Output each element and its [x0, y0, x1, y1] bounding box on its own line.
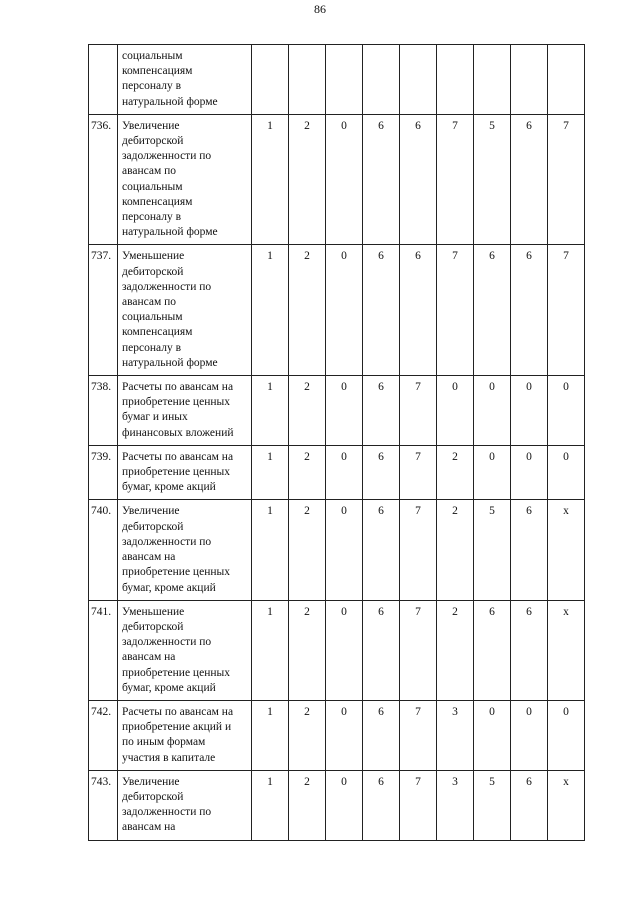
row-description: Расчеты по авансам на приобретение ценных бумаг, кроме акций	[118, 445, 252, 500]
page-number: 86	[314, 2, 326, 16]
code-digit: 0	[326, 114, 363, 245]
code-digit: 0	[474, 376, 511, 446]
row-number: 741.	[89, 600, 118, 700]
code-digit: 7	[400, 770, 437, 840]
code-digit: 2	[289, 700, 326, 770]
code-digit: 5	[474, 114, 511, 245]
code-digit: 7	[548, 114, 585, 245]
row-number: 742.	[89, 700, 118, 770]
code-digit: 0	[511, 700, 548, 770]
row-number: 739.	[89, 445, 118, 500]
code-digit: 0	[511, 376, 548, 446]
code-digit: 2	[289, 376, 326, 446]
code-digit	[511, 45, 548, 115]
code-digit: 0	[474, 445, 511, 500]
code-digit: 0	[548, 445, 585, 500]
code-digit: 6	[474, 600, 511, 700]
code-digit: 3	[437, 700, 474, 770]
code-digit: 7	[400, 500, 437, 600]
table-row	[89, 376, 585, 446]
code-digit: 2	[289, 445, 326, 500]
row-description: социальным компенсациям персоналу в натуральной форме	[118, 45, 252, 115]
table-row	[89, 500, 585, 600]
code-digit: 0	[326, 376, 363, 446]
row-number: 737.	[89, 245, 118, 376]
code-digit: 6	[363, 770, 400, 840]
code-digit: 7	[400, 700, 437, 770]
row-number: 743.	[89, 770, 118, 840]
code-digit: 1	[252, 245, 289, 376]
code-digit: 6	[474, 245, 511, 376]
code-digit: х	[548, 770, 585, 840]
code-digit: 0	[437, 376, 474, 446]
code-digit: 1	[252, 500, 289, 600]
code-digit: 6	[400, 245, 437, 376]
code-digit: 2	[289, 245, 326, 376]
code-digit: 7	[437, 245, 474, 376]
table-row	[89, 600, 585, 700]
code-digit: х	[548, 600, 585, 700]
code-digit: 7	[400, 445, 437, 500]
code-digit: 6	[363, 245, 400, 376]
code-digit	[437, 45, 474, 115]
code-digit: 2	[437, 445, 474, 500]
code-digit: 1	[252, 700, 289, 770]
row-number: 738.	[89, 376, 118, 446]
code-digit: 6	[511, 245, 548, 376]
table-row	[89, 770, 585, 840]
code-digit: 0	[548, 700, 585, 770]
code-digit: 5	[474, 770, 511, 840]
row-description: Увеличение дебиторской задолженности по авансам на приобретение ценных бумаг, кроме акций	[118, 500, 252, 600]
code-digit: 3	[437, 770, 474, 840]
code-digit: 5	[474, 500, 511, 600]
accounts-table	[88, 44, 585, 841]
row-description: Расчеты по авансам на приобретение акций и по иным формам участия в капитале	[118, 700, 252, 770]
code-digit: 6	[511, 500, 548, 600]
code-digit	[326, 45, 363, 115]
code-digit	[548, 45, 585, 115]
table-row	[89, 445, 585, 500]
code-digit: 2	[289, 500, 326, 600]
code-digit: 2	[289, 770, 326, 840]
code-digit: 0	[326, 700, 363, 770]
code-digit: 1	[252, 376, 289, 446]
code-digit: 7	[400, 376, 437, 446]
code-digit	[363, 45, 400, 115]
code-digit: 6	[363, 600, 400, 700]
code-digit: 2	[437, 500, 474, 600]
code-digit: 0	[326, 245, 363, 376]
code-digit: 0	[326, 770, 363, 840]
row-description: Увеличение дебиторской задолженности по авансам на	[118, 770, 252, 840]
code-digit: 1	[252, 445, 289, 500]
code-digit: 2	[437, 600, 474, 700]
code-digit: 0	[326, 600, 363, 700]
code-digit: 0	[326, 445, 363, 500]
row-description: Уменьшение дебиторской задолженности по авансам на приобретение ценных бумаг, кроме акций	[118, 600, 252, 700]
code-digit: 7	[548, 245, 585, 376]
code-digit: 6	[363, 445, 400, 500]
code-digit: 1	[252, 114, 289, 245]
code-digit: 6	[363, 500, 400, 600]
code-digit: 6	[363, 114, 400, 245]
code-digit: 0	[511, 445, 548, 500]
code-digit: 0	[326, 500, 363, 600]
code-digit	[474, 45, 511, 115]
code-digit: 6	[363, 700, 400, 770]
table-row	[89, 114, 585, 245]
code-digit: 7	[400, 600, 437, 700]
code-digit: 6	[511, 770, 548, 840]
row-number: 736.	[89, 114, 118, 245]
code-digit: х	[548, 500, 585, 600]
row-description: Расчеты по авансам на приобретение ценных бумаг и иных финансовых вложений	[118, 376, 252, 446]
code-digit: 6	[363, 376, 400, 446]
code-digit: 7	[437, 114, 474, 245]
row-description: Увеличение дебиторской задолженности по авансам по социальным компенсациям персоналу в натуральной форме	[118, 114, 252, 245]
code-digit	[252, 45, 289, 115]
code-digit: 0	[548, 376, 585, 446]
row-description: Уменьшение дебиторской задолженности по авансам по социальным компенсациям персоналу в натуральной форме	[118, 245, 252, 376]
code-digit: 2	[289, 600, 326, 700]
code-digit	[289, 45, 326, 115]
code-digit: 6	[511, 600, 548, 700]
code-digit: 2	[289, 114, 326, 245]
code-digit	[400, 45, 437, 115]
row-number	[89, 45, 118, 115]
code-digit: 1	[252, 770, 289, 840]
table-row	[89, 245, 585, 376]
table-row	[89, 700, 585, 770]
code-digit: 6	[511, 114, 548, 245]
code-digit: 0	[474, 700, 511, 770]
code-digit: 6	[400, 114, 437, 245]
row-number: 740.	[89, 500, 118, 600]
table-row	[89, 45, 585, 115]
code-digit: 1	[252, 600, 289, 700]
